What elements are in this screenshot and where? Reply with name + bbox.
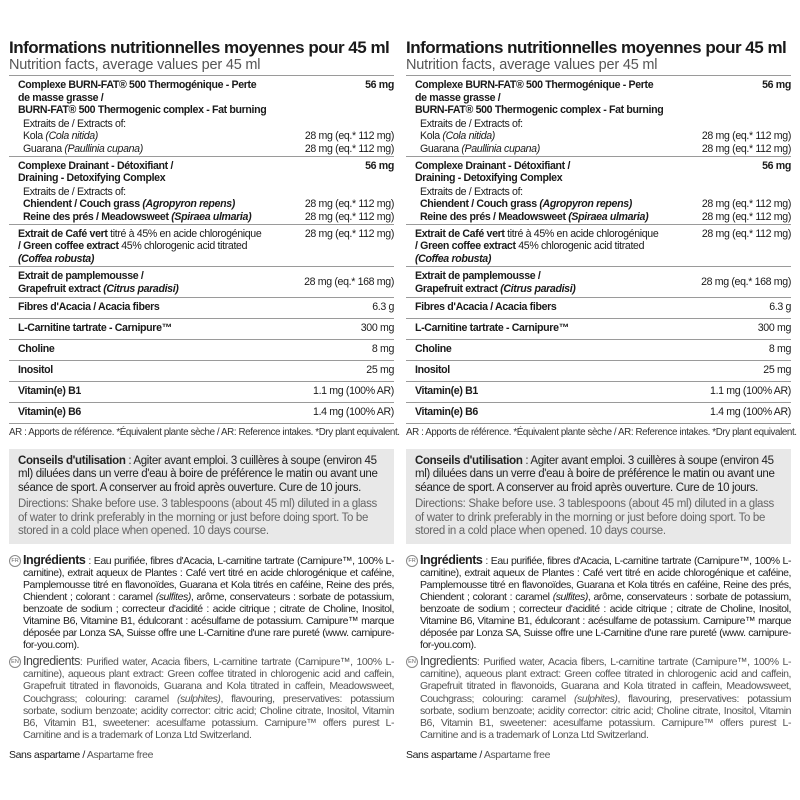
- ingredients-en-label: Ingredients: [420, 654, 477, 669]
- carnitine-name: L-Carnitine tartrate - Carnipure™: [406, 318, 684, 339]
- drain-value: 56 mg: [287, 156, 394, 186]
- vitamin-b1-name: Vitamin(e) B1: [406, 381, 684, 402]
- ingredients-fr-text-a: : Eau purifiée, fibres d'Acacia, L-carnitine tartrate (Carnipure™, 100% L-carnitine), extrait aqueux de Plantes : Café vert titré en acide chlorogénique et caféine, Pamplemousse titré en flavonoïdes, Guarana et Kola titrés en caféine, Reine des prés, Chiendent ; colorant : caramel: [420, 554, 791, 603]
- burnfat-value: 56 mg: [684, 76, 791, 118]
- carnitine-value: 300 mg: [287, 318, 394, 339]
- table-row: [9, 130, 394, 143]
- directions-box: [9, 449, 394, 544]
- footer-fr: Sans aspartame: [406, 748, 477, 761]
- cafe-line-2b: 45% chlorogenic acid titrated: [118, 240, 248, 253]
- inositol-value: 25 mg: [684, 360, 791, 381]
- reine-value: 28 mg (eq.* 112 mg): [304, 210, 394, 223]
- ingredients-en-text-a: : Purified water, Acacia fibers, L-carnitine tartrate (Carnipure™, 100% L-carnitine), aqueous plant extract: Green coffee titrated in chlorogenic acid and caffein, Grapefruit titrated in flavonoids, Guarana and Kola titrated in caffein, Meadowsweet, Couchgrass; colouring: caramel: [23, 656, 394, 705]
- ingredients-fr-sulfites: (sulfites): [155, 590, 191, 603]
- directions-fr-label: Conseils d'utilisation: [415, 454, 523, 467]
- nutrition-table: [9, 75, 394, 424]
- directions-en: Directions: Shake before use. 3 tablespoons (about 45 ml) diluted in a glass of water to drink preferably in the morning or just before doing sport. To be stored in a cold place when opened. 10 days course.: [415, 498, 774, 537]
- kola-name: Kola: [23, 130, 43, 143]
- reine-name: Reine des prés / Meadowsweet: [23, 210, 169, 223]
- guarana-name: Guarana: [23, 142, 62, 155]
- cafe-line-2b: 45% chlorogenic acid titrated: [515, 240, 645, 253]
- chiendent-name: Chiendent / Couch grass: [420, 198, 537, 211]
- fr-language-icon: FR: [406, 555, 418, 567]
- ingredients-fr-text-b: , arôme, conservateurs : sorbate de potassium, benzoate de sodium ; correcteur d'acidité : acide citrique ; citrate de Choline, Inositol, Vitamine B6, Vitamine B1, édulcorant : acésulfame de potassium. Carnipure™ marque déposée par Lonza SA, Suisse offre une L-Carnitine d'une rare pureté (www. carnipure-for-you.com).: [420, 590, 791, 652]
- reine-latin: (Spiraea ulmaria): [568, 210, 649, 223]
- directions-fr: [415, 455, 783, 496]
- ingredients-fr-text-a: : Eau purifiée, fibres d'Acacia, L-carnitine tartrate (Carnipure™, 100% L-carnitine), extrait aqueux de Plantes : Café vert titré en acide chlorogénique et caféine, Pamplemousse titré en flavonoïdes, Guarana et Kola titrés en caféine, Reine des prés, Chiendent ; colorant : caramel: [23, 554, 394, 603]
- ingredients-en-text-a: : Purified water, Acacia fibers, L-carnitine tartrate (Carnipure™, 100% L-carnitine), aqueous plant extract: Green coffee titrated in chlorogenic acid and caffein, Grapefruit titrated in flavonoids, Guarana and Kola titrated in caffein, Meadowsweet, Couchgrass; colouring: caramel: [420, 656, 791, 705]
- table-row: [406, 381, 791, 402]
- table-row: [9, 402, 394, 423]
- cafe-line-1b: titré à 45% en acide chlorogénique: [504, 227, 659, 240]
- cafe-value: 28 mg (eq.* 112 mg): [684, 224, 791, 267]
- drain-line-1: Complexe Drainant - Détoxifiant /: [18, 159, 174, 172]
- ingredients-en-sulphites: (sulphites): [176, 692, 221, 705]
- ingredients-en: [406, 655, 791, 741]
- choline-name: Choline: [9, 339, 287, 360]
- table-row: [406, 198, 791, 211]
- drain-line-2: Draining - Detoxifying Complex: [18, 172, 166, 185]
- reine-value: 28 mg (eq.* 112 mg): [701, 210, 791, 223]
- burnfat-value: 56 mg: [287, 76, 394, 118]
- chiendent-name: Chiendent / Couch grass: [23, 198, 140, 211]
- burnfat-line-1: Complexe BURN-FAT® 500 Thermogénique - Perte: [18, 79, 257, 91]
- vitamin-b1-value: 1.1 mg (100% AR): [684, 381, 791, 402]
- fibres-value: 6.3 g: [287, 297, 394, 318]
- drain-extracts-label: Extraits de / Extracts of:: [23, 185, 126, 198]
- ingredients-en: [9, 655, 394, 741]
- inositol-name: Inositol: [9, 360, 287, 381]
- aspartame-free-note: [9, 749, 394, 761]
- cafe-line-3: (Coffea robusta): [18, 252, 95, 265]
- footer-fr: Sans aspartame: [9, 748, 80, 761]
- table-row: [406, 339, 791, 360]
- drain-value: 56 mg: [684, 156, 791, 186]
- ingredients-fr-label: Ingrédients: [23, 552, 86, 567]
- table-row: [406, 186, 791, 199]
- ingredients-fr-text-b: , arôme, conservateurs : sorbate de potassium, benzoate de sodium ; correcteur d'acidité : acide citrique ; citrate de Choline, Inositol, Vitamine B6, Vitamine B1, édulcorant : acésulfame de potassium. Carnipure™ marque déposée par Lonza SA, Suisse offre une L-Carnitine d'une rare pureté (www. carnipure-for-you.com).: [23, 590, 394, 652]
- footer-sep: /: [79, 748, 87, 761]
- fibres-value: 6.3 g: [684, 297, 791, 318]
- reference-intake-note: AR : Apports de référence. *Équivalent plante sèche / AR: Reference intakes. *Dry plant equivalent.: [406, 426, 797, 438]
- table-row: [9, 118, 394, 131]
- nutrition-title: Informations nutritionnelles moyennes pour 45 ml: [9, 38, 390, 57]
- burnfat-line-2: de masse grasse /: [18, 91, 104, 104]
- nutrition-title: Informations nutritionnelles moyennes pour 45 ml: [406, 38, 787, 57]
- footer-sep: /: [476, 748, 484, 761]
- chiendent-value: 28 mg (eq.* 112 mg): [701, 198, 791, 211]
- table-row: [406, 297, 791, 318]
- choline-value: 8 mg: [287, 339, 394, 360]
- table-row: [9, 339, 394, 360]
- table-row: [9, 360, 394, 381]
- burnfat-line-3: BURN-FAT® 500 Thermogenic complex - Fat burning: [415, 104, 664, 117]
- fibres-name: Fibres d'Acacia / Acacia fibers: [9, 297, 287, 318]
- burnfat-line-2: de masse grasse /: [415, 91, 501, 104]
- nutrition-subtitle: Nutrition facts, average values per 45 ml: [406, 57, 658, 73]
- choline-name: Choline: [406, 339, 684, 360]
- footer-en: Aspartame free: [86, 748, 154, 761]
- table-row: [406, 76, 791, 118]
- vitamin-b1-value: 1.1 mg (100% AR): [287, 381, 394, 402]
- cafe-line-2a: / Green coffee extract: [415, 240, 516, 253]
- guarana-latin: (Paullinia cupana): [64, 142, 143, 155]
- ingredients-fr-label: Ingrédients: [420, 552, 483, 567]
- table-row: [406, 267, 791, 297]
- aspartame-free-note: [406, 749, 791, 761]
- guarana-name: Guarana: [420, 142, 459, 155]
- vitamin-b6-value: 1.4 mg (100% AR): [684, 402, 791, 423]
- kola-value: 28 mg (eq.* 112 mg): [304, 130, 394, 143]
- kola-value: 28 mg (eq.* 112 mg): [701, 130, 791, 143]
- nutrition-table: [406, 75, 791, 424]
- drain-line-2: Draining - Detoxifying Complex: [415, 172, 563, 185]
- nutrition-subtitle: Nutrition facts, average values per 45 ml: [9, 57, 261, 73]
- inositol-value: 25 mg: [287, 360, 394, 381]
- label-panel-left: [9, 38, 400, 761]
- chiendent-latin: (Agropyron repens): [142, 198, 235, 211]
- chiendent-value: 28 mg (eq.* 112 mg): [304, 198, 394, 211]
- burnfat-extracts-label: Extraits de / Extracts of:: [420, 117, 523, 130]
- table-row: [9, 318, 394, 339]
- table-row: [9, 267, 394, 297]
- inositol-name: Inositol: [406, 360, 684, 381]
- vitamin-b1-name: Vitamin(e) B1: [9, 381, 287, 402]
- pamp-line-1: Extrait de pamplemousse /: [415, 270, 541, 283]
- cafe-line-1a: Extrait de Café vert: [18, 227, 108, 240]
- reine-name: Reine des prés / Meadowsweet: [420, 210, 566, 223]
- label-panel-right: [406, 38, 797, 761]
- table-row: [9, 297, 394, 318]
- fibres-name: Fibres d'Acacia / Acacia fibers: [406, 297, 684, 318]
- table-row: [406, 360, 791, 381]
- vitamin-b6-name: Vitamin(e) B6: [406, 402, 684, 423]
- ingredients-en-text-b: , flavouring, preservatives: potassium sorbate, sodium benzoate; acidity corrector: citric acid; Choline citrate, Inositol, Vitamin B6, Vitamin B1, sweetener: acesulfame potassium. Carnipure™ offers purest L-Carnitine and is a trademark of Lonza Ltd Switzerland.: [420, 692, 791, 741]
- pamp-line-2b: (Citrus paradisi): [103, 282, 179, 295]
- table-row: [406, 118, 791, 131]
- table-row: [9, 143, 394, 156]
- pamp-line-2a: Grapefruit extract: [415, 282, 498, 295]
- carnitine-name: L-Carnitine tartrate - Carnipure™: [9, 318, 287, 339]
- table-row: [9, 224, 394, 267]
- directions-fr-label: Conseils d'utilisation: [18, 454, 126, 467]
- kola-name: Kola: [420, 130, 440, 143]
- vitamin-b6-value: 1.4 mg (100% AR): [287, 402, 394, 423]
- table-row: [9, 211, 394, 224]
- pamp-line-2a: Grapefruit extract: [18, 282, 101, 295]
- table-row: [406, 224, 791, 267]
- guarana-latin: (Paullinia cupana): [461, 142, 540, 155]
- footer-en: Aspartame free: [483, 748, 551, 761]
- cafe-line-2a: / Green coffee extract: [18, 240, 119, 253]
- ingredients-fr: [9, 554, 394, 652]
- ingredients-en-label: Ingredients: [23, 654, 80, 669]
- burnfat-line-3: BURN-FAT® 500 Thermogenic complex - Fat burning: [18, 104, 267, 117]
- ingredients-fr-sulfites: (sulfites): [552, 590, 588, 603]
- directions-en: Directions: Shake before use. 3 tablespoons (about 45 ml) diluted in a glass of water to drink preferably in the morning or just before doing sport. To be stored in a cold place when opened. 10 days course.: [18, 498, 377, 537]
- cafe-line-1a: Extrait de Café vert: [415, 227, 505, 240]
- burnfat-extracts-label: Extraits de / Extracts of:: [23, 117, 126, 130]
- table-row: [406, 143, 791, 156]
- kola-latin: (Cola nitida): [45, 130, 98, 143]
- table-row: [406, 318, 791, 339]
- kola-latin: (Cola nitida): [442, 130, 495, 143]
- directions-fr-text: : Agiter avant emploi. 3 cuillères à soupe (environ 45 ml) diluées dans un verre d'eau à boire de préférence le matin ou avant une séance de sport. A conserver au froid après ouverture. Cure de 10 jours.: [415, 454, 775, 494]
- table-row: [9, 186, 394, 199]
- carnitine-value: 300 mg: [684, 318, 791, 339]
- en-language-icon: EN: [9, 656, 21, 668]
- pamp-line-2b: (Citrus paradisi): [500, 282, 576, 295]
- cafe-value: 28 mg (eq.* 112 mg): [287, 224, 394, 267]
- drain-line-1: Complexe Drainant - Détoxifiant /: [415, 159, 571, 172]
- reference-intake-note: AR : Apports de référence. *Équivalent plante sèche / AR: Reference intakes. *Dry plant equivalent.: [9, 426, 400, 438]
- ingredients-en-text-b: , flavouring, preservatives: potassium sorbate, sodium benzoate; acidity corrector: citric acid; Choline citrate, Inositol, Vitamin B6, Vitamin B1, sweetener: acesulfame potassium. Carnipure™ offers purest L-Carnitine and is a trademark of Lonza Ltd Switzerland.: [23, 692, 394, 741]
- table-row: [406, 130, 791, 143]
- cafe-line-1b: titré à 45% en acide chlorogénique: [107, 227, 262, 240]
- table-row: [9, 156, 394, 186]
- table-row: [9, 198, 394, 211]
- en-language-icon: EN: [406, 656, 418, 668]
- table-row: [406, 402, 791, 423]
- reine-latin: (Spiraea ulmaria): [171, 210, 252, 223]
- directions-fr: [18, 455, 386, 496]
- pamp-value: 28 mg (eq.* 168 mg): [684, 267, 791, 297]
- guarana-value: 28 mg (eq.* 112 mg): [701, 142, 791, 155]
- pamp-line-1: Extrait de pamplemousse /: [18, 270, 144, 283]
- chiendent-latin: (Agropyron repens): [539, 198, 632, 211]
- ingredients-en-sulphites: (sulphites): [573, 692, 618, 705]
- drain-extracts-label: Extraits de / Extracts of:: [420, 185, 523, 198]
- table-row: [9, 381, 394, 402]
- directions-box: [406, 449, 791, 544]
- cafe-line-3: (Coffea robusta): [415, 252, 492, 265]
- ingredients-fr: [406, 554, 791, 652]
- burnfat-line-1: Complexe BURN-FAT® 500 Thermogénique - Perte: [415, 79, 654, 91]
- fr-language-icon: FR: [9, 555, 21, 567]
- pamp-value: 28 mg (eq.* 168 mg): [287, 267, 394, 297]
- directions-fr-text: : Agiter avant emploi. 3 cuillères à soupe (environ 45 ml) diluées dans un verre d'eau à boire de préférence le matin ou avant une séance de sport. A conserver au froid après ouverture. Cure de 10 jours.: [18, 454, 378, 494]
- choline-value: 8 mg: [684, 339, 791, 360]
- table-row: [9, 76, 394, 118]
- vitamin-b6-name: Vitamin(e) B6: [9, 402, 287, 423]
- guarana-value: 28 mg (eq.* 112 mg): [304, 142, 394, 155]
- table-row: [406, 156, 791, 186]
- table-row: [406, 211, 791, 224]
